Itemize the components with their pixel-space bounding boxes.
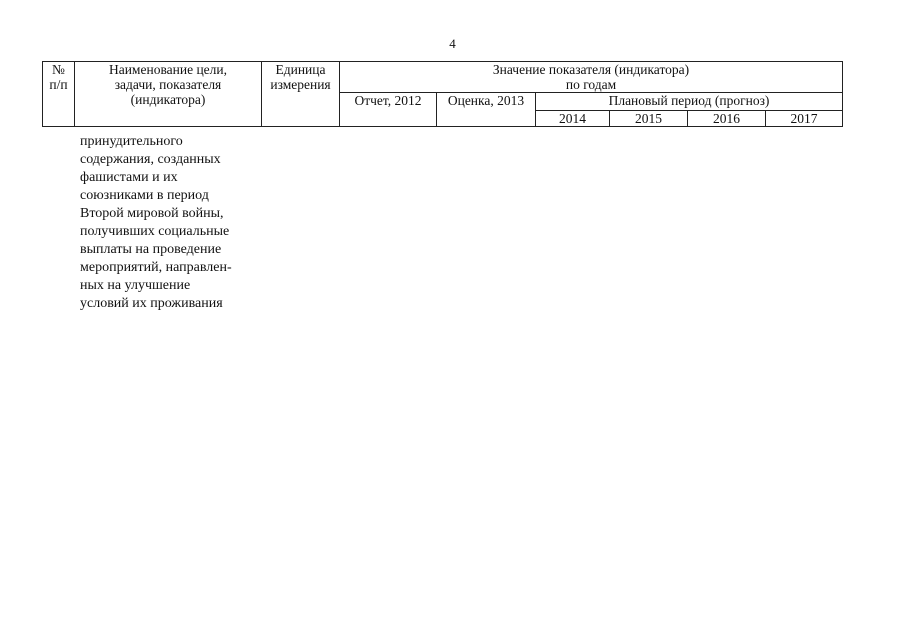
col-value-group-header [340,62,843,93]
indicator-table-header [42,61,843,127]
continued-line: мероприятий, направлен- [80,260,232,275]
col-unit-line-2: измерения [270,77,331,92]
continued-line: условий их проживания [80,296,223,311]
continued-line: фашистами и их [80,170,178,185]
col-name-header [75,62,262,127]
continued-line: принудительного [80,134,183,149]
col-estimate-header: Оценка, 2013 [437,93,536,127]
continued-line: содержания, созданных [80,152,221,167]
col-value-group-line-1: Значение показателя (индикатора) [492,62,690,77]
continued-line: получивших социальные [80,224,230,239]
col-name-line-1: Наименование цели, [108,62,228,77]
col-name-line-2: задачи, показателя [114,77,222,92]
col-unit-header [262,62,340,127]
col-year-2014: 2014 [536,111,610,127]
continued-line: союзниками в период [80,188,209,203]
col-plan-group-header: Плановый период (прогноз) [536,93,843,111]
continued-line: Второй мировой войны, [80,206,224,221]
col-report-header: Отчет, 2012 [340,93,437,127]
col-number-line-2: п/п [49,77,68,92]
col-year-2017: 2017 [766,111,843,127]
continued-indicator-name [80,133,260,313]
col-year-2016: 2016 [688,111,766,127]
col-number-header [43,62,75,127]
continued-line: ных на улучшение [80,278,191,293]
col-name-line-3: (индикатора) [130,92,206,107]
col-number-line-1: № [52,62,65,77]
col-year-2015: 2015 [610,111,688,127]
col-value-group-line-2: по годам [565,77,617,92]
continued-line: выплаты на проведение [80,242,222,257]
col-unit-line-1: Единица [275,62,326,77]
page-number: 4 [449,36,456,51]
